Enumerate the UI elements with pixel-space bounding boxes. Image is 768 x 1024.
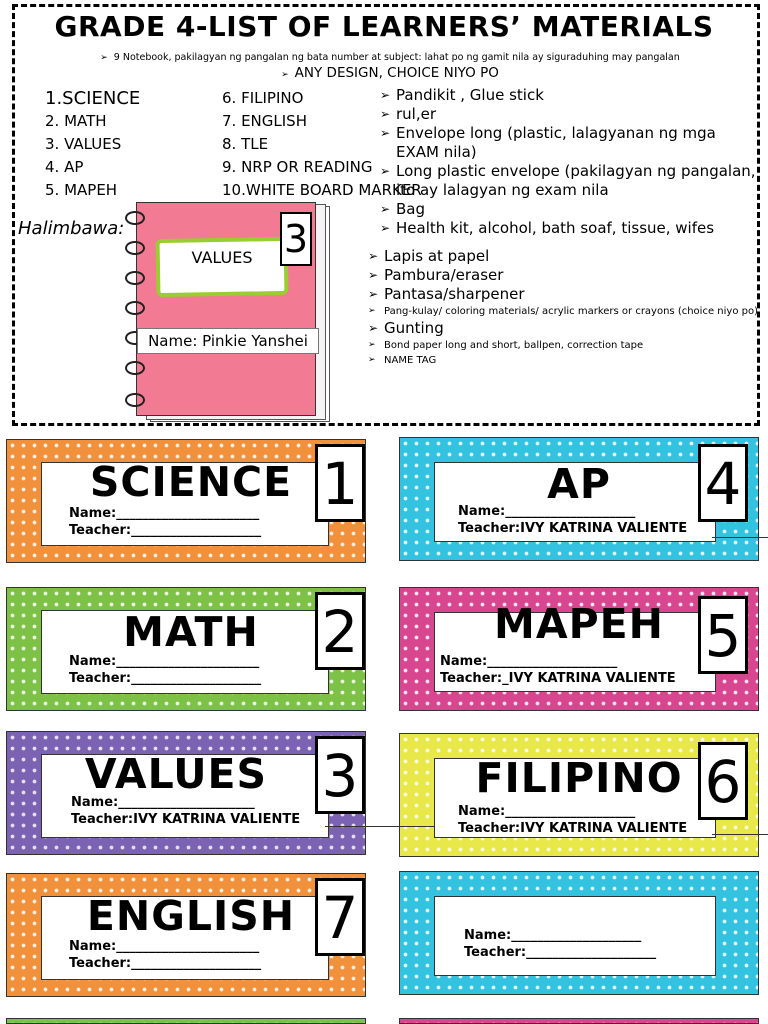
label-card-science [6, 439, 366, 563]
subject-list-item: 3. VALUES [45, 135, 122, 153]
arrow-bullet-icon: ➢ [368, 249, 379, 263]
note-line-1: 9 Notebook, pakilagyan ng pangalan ng bata number at subject: lahat po ng gamit nila ay siguraduhing may pangalan [113, 52, 680, 63]
label-card-partial [399, 1018, 759, 1024]
divider-line [325, 826, 435, 827]
arrow-bullet-icon: ➢ [100, 53, 108, 63]
card-subject: VALUES [84, 750, 268, 798]
materials-list-2 [368, 247, 760, 368]
subject-list-item: 7. ENGLISH [222, 112, 307, 130]
card-name-line: Name:____________________ [458, 504, 636, 519]
card-name-line: Name:______________________ [69, 506, 260, 521]
label-card-filipino [399, 733, 759, 857]
card-subject: FILIPINO [475, 754, 683, 802]
card-name-line: Name:____________________ [464, 928, 642, 943]
material-item [380, 124, 760, 162]
card-teacher-line: Teacher:_IVY KATRINA VALIENTE [440, 671, 676, 686]
spiral-ring-icon [125, 271, 145, 285]
spiral-ring-icon [125, 393, 145, 407]
arrow-bullet-icon: ➢ [281, 70, 289, 80]
material-item [368, 266, 760, 285]
spiral-ring-icon [125, 211, 145, 225]
label-card-blank [399, 871, 759, 995]
arrow-bullet-icon: ➢ [368, 355, 376, 365]
material-item [380, 86, 760, 105]
arrow-bullet-icon: ➢ [380, 164, 391, 178]
arrow-bullet-icon: ➢ [380, 107, 391, 121]
material-text: Bond paper long and short, ballpen, correction tape [384, 340, 644, 351]
arrow-bullet-icon: ➢ [368, 321, 379, 335]
material-text: Envelope long (plastic, lalagyanan ng mga EXAM nila) [396, 124, 716, 161]
spiral-ring-icon [125, 301, 145, 315]
card-number: 4 [698, 444, 748, 522]
arrow-bullet-icon: ➢ [368, 306, 376, 316]
example-label: Halimbawa: [18, 218, 125, 239]
card-teacher-line: Teacher:____________________ [69, 523, 262, 538]
arrow-bullet-icon: ➢ [380, 126, 391, 140]
material-text: Bag [396, 200, 426, 218]
notebook-subject-text: VALUES [191, 248, 253, 267]
arrow-bullet-icon: ➢ [380, 88, 391, 102]
card-name-line: Name:______________________ [69, 654, 260, 669]
material-text: Pambura/eraser [384, 266, 504, 284]
arrow-bullet-icon: ➢ [380, 202, 391, 216]
notebook-subject-label [156, 237, 289, 297]
material-text: Pandikit , Glue stick [396, 86, 544, 104]
divider-line [712, 537, 768, 538]
subject-list-item: 9. NRP OR READING [222, 158, 373, 176]
materials-list-1 [380, 86, 760, 238]
note-design-choice [40, 65, 740, 81]
card-name-line: Name:____________________ [458, 804, 636, 819]
card-subject: SCIENCE [89, 458, 293, 506]
arrow-bullet-icon: ➢ [368, 287, 379, 301]
label-card-mapeh [399, 587, 759, 711]
card-number: 2 [315, 592, 365, 670]
label-card-ap [399, 437, 759, 561]
subject-list-column-1 [45, 87, 140, 202]
card-teacher-line: Teacher:IVY KATRINA VALIENTE [71, 812, 301, 827]
spiral-ring-icon [125, 241, 145, 255]
card-number: 5 [698, 596, 748, 674]
material-text: Long plastic envelope (pakilagyan ng pangalan, ito ay lalagyan ng exam nila [396, 162, 756, 199]
material-text: Pantasa/sharpener [384, 285, 525, 303]
material-item [368, 304, 760, 319]
material-item [380, 219, 760, 238]
material-text: Pang-kulay/ coloring materials/ acrylic markers or crayons (choice niyo po) [384, 306, 758, 317]
card-teacher-line: Teacher:____________________ [69, 671, 262, 686]
subject-list-item: 2. MATH [45, 112, 107, 130]
card-number: 6 [698, 742, 748, 820]
material-item [380, 200, 760, 219]
label-card-math [6, 587, 366, 711]
material-text: rul,er [396, 105, 437, 123]
material-item [368, 247, 760, 266]
material-text: Lapis at papel [384, 247, 490, 265]
subject-list-item: 1.SCIENCE [45, 88, 141, 109]
card-teacher-line: Teacher:IVY KATRINA VALIENTE [458, 821, 688, 836]
card-subject: MAPEH [494, 600, 664, 648]
material-item [368, 285, 760, 304]
card-teacher-line: Teacher:____________________ [464, 945, 657, 960]
card-number: 7 [315, 878, 365, 956]
material-text: Gunting [384, 319, 444, 337]
material-item [380, 162, 760, 200]
material-item [368, 338, 760, 353]
spiral-ring-icon [125, 361, 145, 375]
card-name-line: Name:______________________ [69, 939, 260, 954]
card-teacher-line: Teacher:____________________ [69, 956, 262, 971]
subject-list-item: 4. AP [45, 158, 84, 176]
material-text: Health kit, alcohol, bath soaf, tissue, wifes [396, 219, 715, 237]
card-number: 3 [315, 736, 365, 814]
label-card-values [6, 731, 366, 855]
subject-list-item: 6. FILIPINO [222, 89, 304, 107]
card-name-line: Name:_____________________ [71, 795, 255, 810]
material-item [368, 319, 760, 338]
label-card-partial [6, 1018, 366, 1024]
arrow-bullet-icon: ➢ [368, 340, 376, 350]
arrow-bullet-icon: ➢ [368, 268, 379, 282]
arrow-bullet-icon: ➢ [380, 221, 391, 235]
card-teacher-line: Teacher:IVY KATRINA VALIENTE [458, 521, 688, 536]
card-number: 1 [315, 444, 365, 522]
divider-line [712, 834, 768, 835]
subject-list-item: 10.WHITE BOARD MARKER [222, 181, 422, 199]
material-item [380, 105, 760, 124]
label-card-english [6, 873, 366, 997]
notebook-name-tag: Name: Pinkie Yanshei [137, 328, 319, 354]
note-notebook-instruction [40, 52, 740, 63]
card-subject: ENGLISH [86, 892, 296, 940]
note-line-2: ANY DESIGN, CHOICE NIYO PO [294, 65, 499, 81]
card-subject: MATH [123, 608, 259, 656]
page-title: GRADE 4-LIST OF LEARNERS’ MATERIALS [54, 10, 714, 43]
card-subject: AP [547, 460, 611, 508]
material-item [368, 353, 760, 368]
card-name-line: Name:____________________ [440, 654, 618, 669]
subject-list-item: 5. MAPEH [45, 181, 118, 199]
material-text: NAME TAG [384, 355, 437, 366]
notebook-number: 3 [280, 212, 312, 266]
subject-list-item: 8. TLE [222, 135, 269, 153]
